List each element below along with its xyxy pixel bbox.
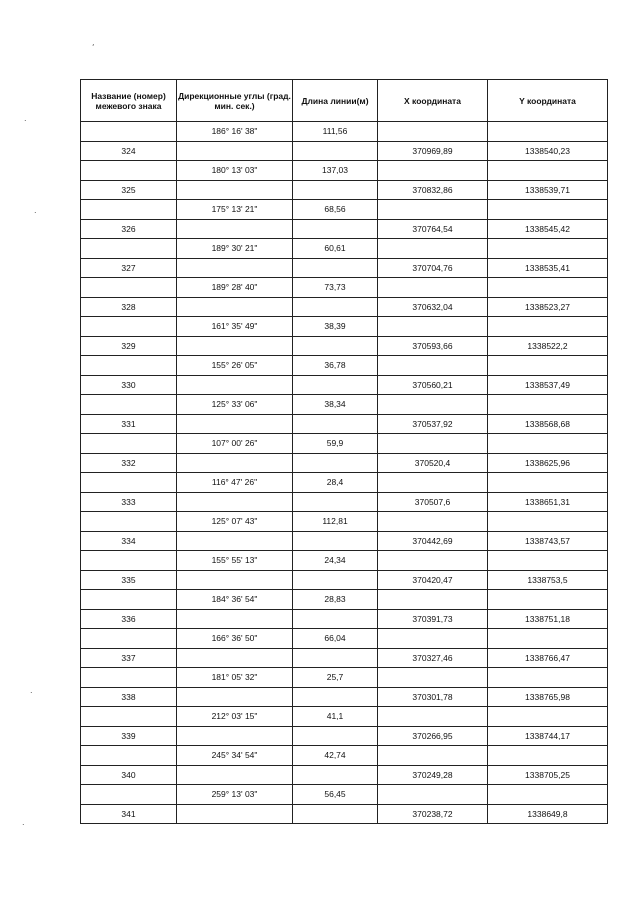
marker-name-cell	[81, 746, 177, 766]
y-coordinate-cell: 1338651,31	[488, 492, 608, 512]
table-row	[81, 629, 608, 649]
marker-name-cell	[81, 278, 177, 298]
marker-name-cell: 327	[81, 258, 177, 278]
line-length-cell: 42,74	[293, 746, 378, 766]
marker-name-cell: 335	[81, 570, 177, 590]
marker-name-cell	[81, 239, 177, 259]
direction-angle-cell	[177, 687, 293, 707]
marker-name-cell: 337	[81, 648, 177, 668]
line-length-cell	[293, 453, 378, 473]
marker-name-cell: 339	[81, 726, 177, 746]
header-line-length: Длина линии(м)	[293, 80, 378, 122]
line-length-cell: 28,83	[293, 590, 378, 610]
x-coordinate-cell: 370301,78	[378, 687, 488, 707]
direction-angle-cell: 107° 00' 26"	[177, 434, 293, 454]
direction-angle-cell	[177, 336, 293, 356]
y-coordinate-cell: 1338540,23	[488, 141, 608, 161]
y-coordinate-cell	[488, 473, 608, 493]
line-length-cell	[293, 375, 378, 395]
x-coordinate-cell: 370520,4	[378, 453, 488, 473]
table-row	[81, 278, 608, 298]
direction-angle-cell: 189° 28' 40"	[177, 278, 293, 298]
x-coordinate-cell: 370537,92	[378, 414, 488, 434]
marker-name-cell: 331	[81, 414, 177, 434]
y-coordinate-cell	[488, 122, 608, 142]
table-row	[81, 570, 608, 590]
table-row	[81, 804, 608, 824]
y-coordinate-cell	[488, 551, 608, 571]
direction-angle-cell: 189° 30' 21"	[177, 239, 293, 259]
x-coordinate-cell	[378, 200, 488, 220]
x-coordinate-cell	[378, 785, 488, 805]
y-coordinate-cell	[488, 278, 608, 298]
direction-angle-cell	[177, 648, 293, 668]
marker-name-cell: 332	[81, 453, 177, 473]
x-coordinate-cell	[378, 590, 488, 610]
table-row	[81, 414, 608, 434]
marker-name-cell: 330	[81, 375, 177, 395]
table-body	[81, 122, 608, 824]
y-coordinate-cell	[488, 434, 608, 454]
table-row	[81, 609, 608, 629]
table-row	[81, 434, 608, 454]
x-coordinate-cell: 370704,76	[378, 258, 488, 278]
line-length-cell: 56,45	[293, 785, 378, 805]
line-length-cell: 68,56	[293, 200, 378, 220]
line-length-cell	[293, 648, 378, 668]
y-coordinate-cell	[488, 668, 608, 688]
marker-name-cell	[81, 668, 177, 688]
line-length-cell	[293, 531, 378, 551]
table-row	[81, 668, 608, 688]
line-length-cell: 111,56	[293, 122, 378, 142]
scan-mark: ,	[92, 38, 95, 47]
y-coordinate-cell: 1338743,57	[488, 531, 608, 551]
marker-name-cell	[81, 473, 177, 493]
line-length-cell	[293, 765, 378, 785]
y-coordinate-cell	[488, 707, 608, 727]
marker-name-cell: 325	[81, 180, 177, 200]
direction-angle-cell	[177, 141, 293, 161]
marker-name-cell	[81, 200, 177, 220]
x-coordinate-cell: 370593,66	[378, 336, 488, 356]
direction-angle-cell	[177, 414, 293, 434]
table-row	[81, 492, 608, 512]
line-length-cell: 38,39	[293, 317, 378, 337]
marker-name-cell	[81, 434, 177, 454]
line-length-cell: 59,9	[293, 434, 378, 454]
line-length-cell: 24,34	[293, 551, 378, 571]
marker-name-cell	[81, 629, 177, 649]
direction-angle-cell	[177, 258, 293, 278]
y-coordinate-cell: 1338545,42	[488, 219, 608, 239]
line-length-cell: 112,81	[293, 512, 378, 532]
y-coordinate-cell	[488, 200, 608, 220]
direction-angle-cell	[177, 219, 293, 239]
y-coordinate-cell	[488, 239, 608, 259]
line-length-cell	[293, 180, 378, 200]
direction-angle-cell	[177, 609, 293, 629]
line-length-cell: 25,7	[293, 668, 378, 688]
line-length-cell	[293, 141, 378, 161]
y-coordinate-cell	[488, 512, 608, 532]
x-coordinate-cell: 370632,04	[378, 297, 488, 317]
marker-name-cell: 340	[81, 765, 177, 785]
direction-angle-cell	[177, 726, 293, 746]
line-length-cell: 73,73	[293, 278, 378, 298]
line-length-cell	[293, 687, 378, 707]
x-coordinate-cell	[378, 434, 488, 454]
line-length-cell	[293, 804, 378, 824]
x-coordinate-cell: 370507,6	[378, 492, 488, 512]
table-row	[81, 239, 608, 259]
marker-name-cell: 334	[81, 531, 177, 551]
scan-mark: .	[30, 686, 33, 695]
table-row	[81, 453, 608, 473]
direction-angle-cell	[177, 375, 293, 395]
y-coordinate-cell: 1338705,25	[488, 765, 608, 785]
y-coordinate-cell: 1338649,8	[488, 804, 608, 824]
x-coordinate-cell: 370764,54	[378, 219, 488, 239]
table-row	[81, 707, 608, 727]
x-coordinate-cell: 370391,73	[378, 609, 488, 629]
y-coordinate-cell: 1338537,49	[488, 375, 608, 395]
y-coordinate-cell	[488, 356, 608, 376]
y-coordinate-cell	[488, 395, 608, 415]
marker-name-cell	[81, 707, 177, 727]
header-x-coordinate: X координата	[378, 80, 488, 122]
y-coordinate-cell	[488, 590, 608, 610]
direction-angle-cell	[177, 531, 293, 551]
y-coordinate-cell	[488, 629, 608, 649]
table-row	[81, 726, 608, 746]
y-coordinate-cell	[488, 785, 608, 805]
y-coordinate-cell	[488, 317, 608, 337]
line-length-cell	[293, 609, 378, 629]
x-coordinate-cell	[378, 746, 488, 766]
direction-angle-cell: 166° 36' 50"	[177, 629, 293, 649]
table-row	[81, 297, 608, 317]
marker-name-cell: 324	[81, 141, 177, 161]
x-coordinate-cell	[378, 473, 488, 493]
direction-angle-cell: 212° 03' 15"	[177, 707, 293, 727]
marker-name-cell: 329	[81, 336, 177, 356]
table-row	[81, 219, 608, 239]
line-length-cell: 137,03	[293, 161, 378, 181]
boundary-coordinates-table	[80, 79, 608, 824]
direction-angle-cell: 155° 26' 05"	[177, 356, 293, 376]
direction-angle-cell: 175° 13' 21"	[177, 200, 293, 220]
table-row	[81, 258, 608, 278]
table-row	[81, 317, 608, 337]
x-coordinate-cell: 370832,86	[378, 180, 488, 200]
y-coordinate-cell: 1338744,17	[488, 726, 608, 746]
table-row	[81, 512, 608, 532]
header-marker-name: Название (номер) межевого знака	[81, 80, 177, 122]
line-length-cell	[293, 414, 378, 434]
marker-name-cell	[81, 785, 177, 805]
y-coordinate-cell: 1338522,2	[488, 336, 608, 356]
marker-name-cell	[81, 590, 177, 610]
table-row	[81, 687, 608, 707]
line-length-cell	[293, 726, 378, 746]
marker-name-cell: 338	[81, 687, 177, 707]
x-coordinate-cell: 370969,89	[378, 141, 488, 161]
line-length-cell: 66,04	[293, 629, 378, 649]
header-y-coordinate: Y координата	[488, 80, 608, 122]
marker-name-cell: 333	[81, 492, 177, 512]
table-row	[81, 356, 608, 376]
x-coordinate-cell	[378, 317, 488, 337]
x-coordinate-cell: 370249,28	[378, 765, 488, 785]
x-coordinate-cell	[378, 629, 488, 649]
x-coordinate-cell	[378, 278, 488, 298]
table-row	[81, 551, 608, 571]
line-length-cell: 60,61	[293, 239, 378, 259]
x-coordinate-cell	[378, 122, 488, 142]
marker-name-cell	[81, 317, 177, 337]
x-coordinate-cell: 370238,72	[378, 804, 488, 824]
x-coordinate-cell	[378, 512, 488, 532]
direction-angle-cell: 245° 34' 54"	[177, 746, 293, 766]
direction-angle-cell: 125° 33' 06"	[177, 395, 293, 415]
line-length-cell: 36,78	[293, 356, 378, 376]
direction-angle-cell: 181° 05' 32"	[177, 668, 293, 688]
table-row	[81, 200, 608, 220]
y-coordinate-cell: 1338766,47	[488, 648, 608, 668]
x-coordinate-cell	[378, 551, 488, 571]
direction-angle-cell: 180° 13' 03"	[177, 161, 293, 181]
direction-angle-cell	[177, 453, 293, 473]
scan-mark: .	[24, 114, 27, 123]
scan-mark: .	[22, 818, 25, 827]
table-header-row	[81, 80, 608, 122]
table-row	[81, 473, 608, 493]
direction-angle-cell	[177, 492, 293, 512]
line-length-cell	[293, 336, 378, 356]
x-coordinate-cell	[378, 707, 488, 727]
x-coordinate-cell	[378, 239, 488, 259]
x-coordinate-cell: 370327,46	[378, 648, 488, 668]
y-coordinate-cell: 1338568,68	[488, 414, 608, 434]
y-coordinate-cell: 1338523,27	[488, 297, 608, 317]
direction-angle-cell: 125° 07' 43"	[177, 512, 293, 532]
scan-mark: .	[34, 206, 37, 215]
x-coordinate-cell: 370442,69	[378, 531, 488, 551]
x-coordinate-cell	[378, 668, 488, 688]
marker-name-cell: 341	[81, 804, 177, 824]
x-coordinate-cell: 370420,47	[378, 570, 488, 590]
y-coordinate-cell: 1338535,41	[488, 258, 608, 278]
y-coordinate-cell: 1338765,98	[488, 687, 608, 707]
direction-angle-cell: 259° 13' 03"	[177, 785, 293, 805]
x-coordinate-cell: 370560,21	[378, 375, 488, 395]
direction-angle-cell	[177, 765, 293, 785]
table-row	[81, 375, 608, 395]
direction-angle-cell: 184° 36' 54"	[177, 590, 293, 610]
table-row	[81, 648, 608, 668]
table-row	[81, 746, 608, 766]
line-length-cell: 41,1	[293, 707, 378, 727]
table-row	[81, 161, 608, 181]
direction-angle-cell: 186° 16' 38"	[177, 122, 293, 142]
marker-name-cell	[81, 512, 177, 532]
y-coordinate-cell: 1338625,96	[488, 453, 608, 473]
table-row	[81, 141, 608, 161]
line-length-cell	[293, 492, 378, 512]
y-coordinate-cell: 1338539,71	[488, 180, 608, 200]
y-coordinate-cell: 1338751,18	[488, 609, 608, 629]
direction-angle-cell: 161° 35' 49"	[177, 317, 293, 337]
direction-angle-cell: 155° 55' 13"	[177, 551, 293, 571]
direction-angle-cell: 116° 47' 26"	[177, 473, 293, 493]
line-length-cell: 28,4	[293, 473, 378, 493]
y-coordinate-cell: 1338753,5	[488, 570, 608, 590]
direction-angle-cell	[177, 804, 293, 824]
y-coordinate-cell	[488, 746, 608, 766]
table-row	[81, 336, 608, 356]
x-coordinate-cell	[378, 161, 488, 181]
table-row	[81, 122, 608, 142]
marker-name-cell	[81, 161, 177, 181]
marker-name-cell	[81, 356, 177, 376]
marker-name-cell	[81, 122, 177, 142]
table-row	[81, 590, 608, 610]
x-coordinate-cell	[378, 356, 488, 376]
line-length-cell	[293, 258, 378, 278]
direction-angle-cell	[177, 570, 293, 590]
line-length-cell	[293, 297, 378, 317]
header-direction-angle: Дирекционные углы (град. мин. сек.)	[177, 80, 293, 122]
table-row	[81, 785, 608, 805]
table-row	[81, 395, 608, 415]
direction-angle-cell	[177, 180, 293, 200]
marker-name-cell: 326	[81, 219, 177, 239]
table-row	[81, 765, 608, 785]
line-length-cell	[293, 570, 378, 590]
y-coordinate-cell	[488, 161, 608, 181]
marker-name-cell	[81, 395, 177, 415]
marker-name-cell	[81, 551, 177, 571]
line-length-cell: 38,34	[293, 395, 378, 415]
x-coordinate-cell	[378, 395, 488, 415]
table-row	[81, 180, 608, 200]
direction-angle-cell	[177, 297, 293, 317]
line-length-cell	[293, 219, 378, 239]
x-coordinate-cell: 370266,95	[378, 726, 488, 746]
marker-name-cell: 328	[81, 297, 177, 317]
marker-name-cell: 336	[81, 609, 177, 629]
table-row	[81, 531, 608, 551]
